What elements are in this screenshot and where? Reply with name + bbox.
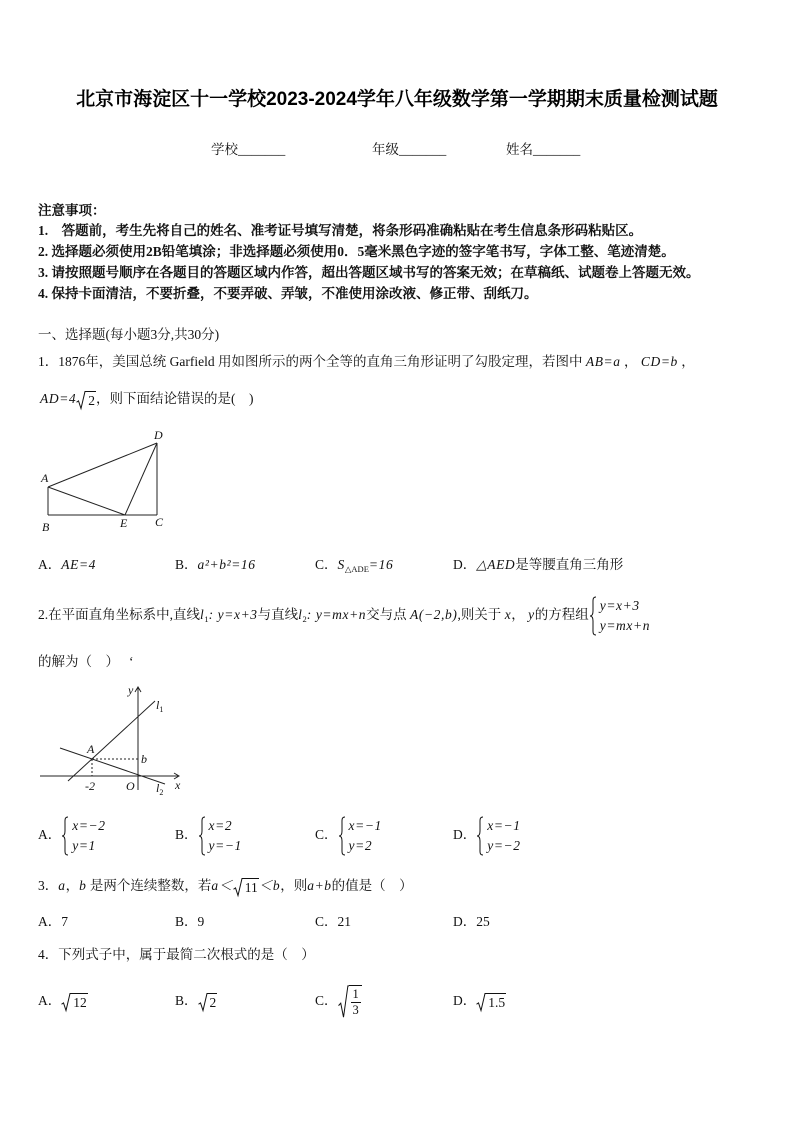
q1-sep: ，	[681, 354, 695, 369]
q2-option-d	[453, 815, 521, 856]
q1-option-b	[175, 556, 256, 574]
q2-l1-eq: : y=x+3	[208, 607, 258, 622]
q3-text: 的值是（ ）	[331, 878, 413, 893]
q2-stem-end: 的解为（ ）	[38, 654, 119, 669]
q1-stem-text: 1．1876年，美国总统 Garfield 用如图所示的两个全等的直角三角形证明了勾股定理，若图中	[38, 354, 583, 369]
option-radical	[61, 993, 88, 1011]
label-neg2: -2	[85, 779, 95, 793]
option-label: B．	[175, 993, 198, 1008]
system-row: x=−1	[487, 817, 521, 833]
option-radical	[198, 993, 218, 1011]
system-row: y=−2	[487, 837, 521, 853]
q2-l2-sub: 2	[302, 614, 307, 624]
option-text: 是等腰直角三角形	[515, 557, 624, 572]
brace-icon	[338, 816, 346, 856]
q2-stem-text: 2.在平面直角坐标系中,直线	[38, 607, 200, 622]
label-b: b	[141, 752, 147, 766]
q3-option-a	[38, 913, 68, 931]
q1-option-d	[453, 556, 623, 574]
school-field: 学校_______	[211, 142, 286, 157]
option-math: △AED	[476, 557, 516, 572]
radical-sign	[233, 878, 243, 896]
line-l1	[68, 701, 155, 781]
option-label: D．	[453, 914, 477, 929]
option-math: a²+b²=16	[197, 557, 256, 572]
q3-option-c	[315, 913, 351, 931]
option-label: D．	[453, 827, 477, 842]
option-label: B．	[175, 557, 198, 572]
system-row: y=mx+n	[599, 617, 651, 633]
q1-cond-ad: AD=4	[40, 391, 77, 406]
label-e: E	[120, 516, 128, 530]
q2-mid: 的方程组	[534, 607, 589, 622]
q1-option-c	[315, 556, 393, 574]
segment-ae	[48, 487, 125, 515]
radical-sign	[61, 993, 71, 1011]
option-value: 25	[476, 914, 490, 929]
q4-option-a	[38, 982, 88, 1020]
option-label: C．	[315, 557, 338, 572]
q1-cond-ab: AB=a	[585, 354, 621, 369]
q2-mid: 与直线	[257, 607, 299, 622]
q3-radicand: 11	[244, 879, 258, 895]
notice-item: 4. 保持卡面清洁，不要折叠，不要弄破、弄皱，不准使用涂改液、修正带、刮纸刀。	[38, 286, 538, 301]
section-heading: 一、选择题(每小题3分,共30分)	[38, 327, 220, 342]
fraction-numerator: 1	[352, 987, 359, 1002]
notice-item: 2. 选择题必须使用2B铅笔填涂；非选择题必须使用0．5毫米黑色字迹的签字笔书写，字体工整、笔迹清楚。	[38, 244, 675, 259]
system-row: y=2	[348, 837, 373, 853]
name-field: 姓名_______	[506, 142, 581, 157]
q2-var-y: y	[528, 607, 535, 622]
q3-ineq-pre: a＜	[211, 878, 233, 893]
q1-stem-line2	[40, 387, 254, 411]
label-x-axis: x	[175, 778, 181, 792]
q3-text: ，则	[280, 878, 308, 893]
q4-option-c	[315, 982, 362, 1020]
radical-sign	[198, 993, 208, 1011]
brace-icon	[198, 816, 206, 856]
q3-option-b	[175, 913, 204, 931]
option-label: A．	[38, 557, 62, 572]
q3-option-d	[453, 913, 490, 931]
system-row: y=−1	[208, 837, 242, 853]
q2-mark: ‘	[129, 654, 134, 669]
q2-stem-line2	[38, 653, 134, 671]
q2-stem-line1	[38, 595, 650, 635]
option-label: B．	[175, 914, 198, 929]
q2-l2-sym: l	[298, 607, 303, 622]
q1-sep: ，	[624, 354, 638, 369]
option-math: AE=4	[61, 557, 97, 572]
label-l1: $l_1$	[156, 698, 164, 714]
q2-sep: ，	[511, 607, 525, 622]
line-l2	[60, 748, 165, 784]
system-rows	[487, 816, 520, 856]
label-d: D	[154, 428, 163, 442]
system-row: x=−1	[348, 817, 382, 833]
option-label: D．	[453, 993, 477, 1008]
q1-radical	[76, 391, 96, 409]
option-radicand: 1.5	[488, 994, 506, 1010]
brace-icon	[476, 816, 484, 856]
q1-figure	[30, 425, 180, 535]
system-row: y=1	[72, 837, 96, 853]
q3-ineq-post: ＜b	[258, 878, 281, 893]
brace-icon	[61, 816, 69, 856]
system-row: x=2	[208, 817, 233, 833]
option-value: 21	[337, 914, 352, 929]
option-label: A．	[38, 827, 62, 842]
q4-option-d	[453, 982, 506, 1020]
q2-mid: 交与点	[366, 607, 407, 622]
option-radicand: 12	[73, 994, 87, 1010]
option-label: C．	[315, 914, 338, 929]
brace-icon	[589, 596, 597, 636]
page-title: 北京市海淀区十一学校2023-2024学年八年级数学第一学期期末质量检测试题	[76, 89, 718, 110]
system-rows	[600, 596, 650, 636]
q3-stem	[38, 875, 413, 897]
option-radicand: 2	[209, 994, 217, 1010]
option-system	[476, 816, 520, 856]
label-origin: O	[126, 779, 135, 793]
label-point-a: A	[87, 742, 95, 756]
system-rows	[72, 816, 105, 856]
option-rest: =16	[368, 557, 394, 572]
notice-heading: 注意事项：	[38, 203, 106, 218]
q2-l1-sub: 1	[204, 614, 209, 624]
q3-radical	[233, 878, 259, 896]
label-y-axis: y	[128, 683, 134, 697]
q2-l2-eq: : y=mx+n	[306, 607, 367, 622]
option-label: B．	[175, 827, 198, 842]
system-row: x=−2	[72, 817, 106, 833]
option-value: 9	[197, 914, 205, 929]
q1-radicand: 2	[88, 392, 96, 408]
q2-figure	[35, 682, 185, 797]
q2-mid: ,则关于	[457, 607, 502, 622]
q1-option-a	[38, 556, 96, 574]
label-c: C	[155, 515, 164, 529]
q4-stem: 4．下列式子中，属于最简二次根式的是（ ）	[38, 947, 315, 962]
system-rows	[349, 816, 382, 856]
option-radicand	[349, 985, 362, 1018]
option-label: C．	[315, 993, 338, 1008]
q2-l1-sym: l	[200, 607, 205, 622]
grade-field: 年级_______	[372, 142, 447, 157]
q2-option-a	[38, 815, 106, 856]
fraction-denominator: 3	[352, 1003, 359, 1018]
option-radical	[338, 985, 362, 1018]
option-label: A．	[38, 993, 62, 1008]
q3-num: 3．	[38, 878, 59, 893]
q1-stem-line1	[38, 353, 695, 371]
radical-sign	[476, 993, 486, 1011]
system-rows	[209, 816, 242, 856]
q2-option-c	[315, 815, 382, 856]
label-l2: $l_2$	[156, 781, 164, 797]
q2-option-b	[175, 815, 242, 856]
option-system	[198, 816, 242, 856]
option-value: 7	[61, 914, 68, 929]
option-label: C．	[315, 827, 338, 842]
q2-var-x: x	[504, 607, 512, 622]
fraction	[351, 987, 361, 1018]
q3-var-a: a	[58, 878, 66, 893]
option-label: D．	[453, 557, 477, 572]
notice-item: 1. 答题前，考生先将自己的姓名、准考证号填写清楚，将条形码准确粘贴在考生信息条形码粘贴区。	[38, 223, 643, 238]
system-row: y=x+3	[599, 597, 640, 613]
option-sym: S	[337, 557, 345, 572]
radical-sign	[338, 985, 349, 1018]
q3-sep: ，	[65, 878, 80, 893]
option-sub: △ADE	[344, 564, 369, 574]
label-b: B	[42, 520, 50, 534]
option-radical	[476, 993, 506, 1011]
option-system	[338, 816, 382, 856]
q3-var-b: b	[79, 878, 87, 893]
label-a: A	[41, 471, 49, 485]
q3-text: 是两个连续整数，若	[89, 878, 212, 893]
q2-system	[589, 596, 650, 636]
notice-item: 3. 请按照题号顺序在各题目的答题区域内作答，超出答题区域书写的答案无效；在草稿纸、试题卷上答题无效。	[38, 265, 700, 280]
q1-stem-end: ，则下面结论错误的是( )	[96, 391, 254, 406]
option-label: A．	[38, 914, 62, 929]
q4-option-b	[175, 982, 217, 1020]
option-system	[61, 816, 105, 856]
radical-sign	[76, 391, 86, 409]
q1-cond-cd: CD=b	[640, 354, 678, 369]
q3-sum: a+b	[307, 878, 332, 893]
q2-point: A(−2,b)	[410, 607, 458, 622]
